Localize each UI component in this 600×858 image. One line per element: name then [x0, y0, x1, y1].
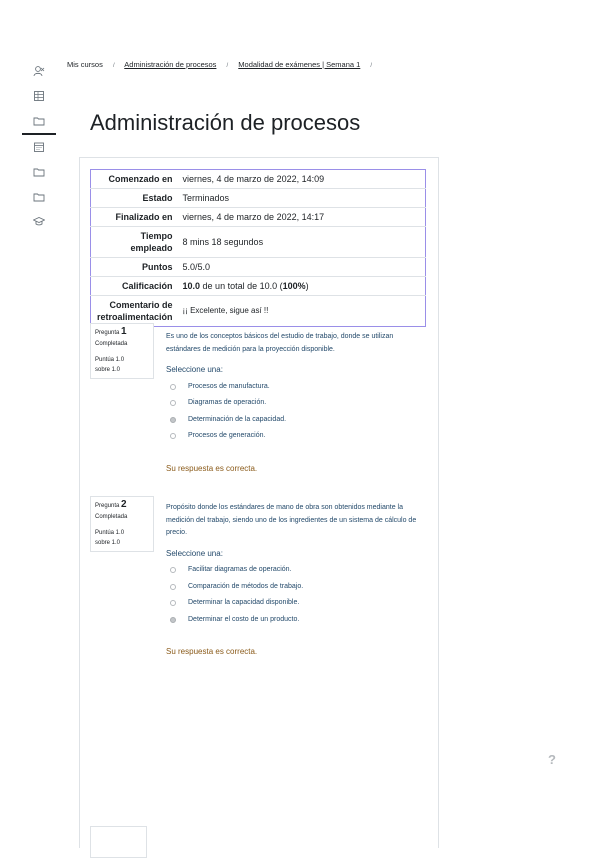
page-title: Administración de procesos: [90, 110, 361, 135]
active-indicator: [22, 133, 56, 135]
breadcrumb: [67, 60, 380, 69]
summary-value: Terminados: [179, 189, 426, 208]
answer-options: [166, 379, 422, 445]
question-number-value: 1: [121, 326, 127, 337]
question-number: [95, 327, 149, 338]
graduation-cap-icon[interactable]: [32, 214, 46, 228]
answer-label: Comparación de métodos de trabajo.: [188, 582, 304, 590]
answer-option[interactable]: [166, 612, 422, 629]
help-icon[interactable]: ?: [548, 752, 556, 767]
question-label: Pregunta: [95, 503, 120, 509]
question-text: Propósito donde los estándares de mano de obra son obtenidos mediante la medición del trabajo, siendo uno de los ingredientes de un sistema de cálculo de precio.: [166, 504, 417, 536]
radio-button[interactable]: [170, 600, 176, 606]
breadcrumb-separator: /: [112, 63, 115, 69]
breadcrumb-item-course[interactable]: Administración de procesos: [124, 60, 217, 69]
attempt-summary-table: [90, 169, 426, 327]
answer-label: Diagramas de operación.: [188, 399, 267, 406]
answer-feedback: Su respuesta es correcta.: [166, 647, 258, 656]
summary-row: [91, 258, 426, 277]
radio-button-selected[interactable]: [170, 417, 176, 423]
answer-label: Procesos de manufactura.: [188, 382, 270, 390]
answer-prompt: Seleccione una:: [166, 548, 223, 558]
question-label: Pregunta: [95, 330, 120, 336]
breadcrumb-separator: /: [370, 63, 373, 69]
summary-row: [91, 227, 426, 258]
question-number-value: 2: [121, 499, 127, 510]
answer-option[interactable]: [166, 595, 422, 612]
question-info: [90, 826, 147, 858]
question-grade: Puntúa 1.0 sobre 1.0: [95, 530, 125, 546]
question-info: [90, 496, 154, 552]
grade-percent: 100%: [282, 281, 306, 291]
participants-icon[interactable]: [32, 64, 46, 78]
answer-option[interactable]: [166, 379, 422, 396]
answer-option[interactable]: [166, 579, 422, 596]
answer-label: Determinación de la capacidad.: [188, 415, 287, 423]
summary-row: [91, 208, 426, 227]
question-status: Completada: [95, 341, 128, 347]
summary-label: Comenzado en: [108, 174, 173, 184]
answer-option[interactable]: [166, 428, 422, 445]
summary-value: viernes, 4 de marzo de 2022, 14:17: [179, 208, 426, 227]
question-text: Es uno de los conceptos básicos del estudio de trabajo, donde se utilizan estándares de medición para la proyección disponible.: [166, 333, 394, 353]
summary-row: [91, 277, 426, 296]
answer-option[interactable]: [166, 412, 422, 429]
folder-icon[interactable]: [32, 165, 46, 179]
question-content: [166, 502, 422, 659]
answer-option[interactable]: [166, 395, 422, 412]
summary-row: [91, 170, 426, 189]
radio-button[interactable]: [170, 433, 176, 439]
folder-icon[interactable]: [32, 190, 46, 204]
question-status: Completada: [95, 514, 128, 520]
summary-label: Finalizado en: [91, 208, 179, 227]
summary-label: Puntos: [91, 258, 179, 277]
folder-icon[interactable]: [32, 114, 46, 128]
summary-label: Calificación: [91, 277, 179, 296]
grades-icon[interactable]: [32, 89, 46, 103]
answer-label: Facilitar diagramas de operación.: [188, 566, 292, 573]
question-number: [95, 500, 149, 511]
answer-label: Determinar la capacidad disponible.: [188, 599, 300, 606]
summary-row: [91, 296, 426, 327]
calendar-icon[interactable]: [32, 140, 46, 154]
radio-button[interactable]: [170, 584, 176, 590]
question-grade: Puntúa 1.0 sobre 1.0: [95, 357, 125, 373]
answer-label: Procesos de generación.: [188, 432, 266, 439]
question-info: [90, 323, 154, 379]
radio-button[interactable]: [170, 400, 176, 406]
summary-label: Estado: [91, 189, 179, 208]
summary-value: ¡¡ Excelente, sigue así !!: [179, 296, 426, 327]
summary-value: [179, 277, 426, 296]
summary-label: Tiempo empleado: [91, 227, 179, 258]
answer-option[interactable]: [166, 562, 422, 579]
radio-button[interactable]: [170, 567, 176, 573]
breadcrumb-separator: /: [226, 63, 229, 69]
answer-options: [166, 562, 422, 628]
answer-prompt: Seleccione una:: [166, 365, 223, 374]
answer-label: Determinar el costo de un producto.: [188, 615, 300, 623]
radio-button-selected[interactable]: [170, 617, 176, 623]
summary-value: 5.0/5.0: [179, 258, 426, 277]
summary-value: viernes, 4 de marzo de 2022, 14:09: [182, 174, 325, 184]
radio-button[interactable]: [170, 384, 176, 390]
answer-feedback: Su respuesta es correcta.: [166, 463, 258, 473]
breadcrumb-item-my-courses[interactable]: Mis cursos: [67, 60, 103, 69]
summary-label: Comentario de retroalimentación: [91, 296, 179, 327]
breadcrumb-item-section[interactable]: Modalidad de exámenes | Semana 1: [238, 60, 361, 69]
summary-value: 8 mins 18 segundos: [179, 227, 426, 258]
grade-close: ): [305, 281, 309, 291]
grade-total: de un total de 10.0 (: [200, 281, 283, 291]
grade-score: 10.0: [182, 281, 201, 291]
question-content: [166, 331, 422, 475]
summary-row: [91, 189, 426, 208]
